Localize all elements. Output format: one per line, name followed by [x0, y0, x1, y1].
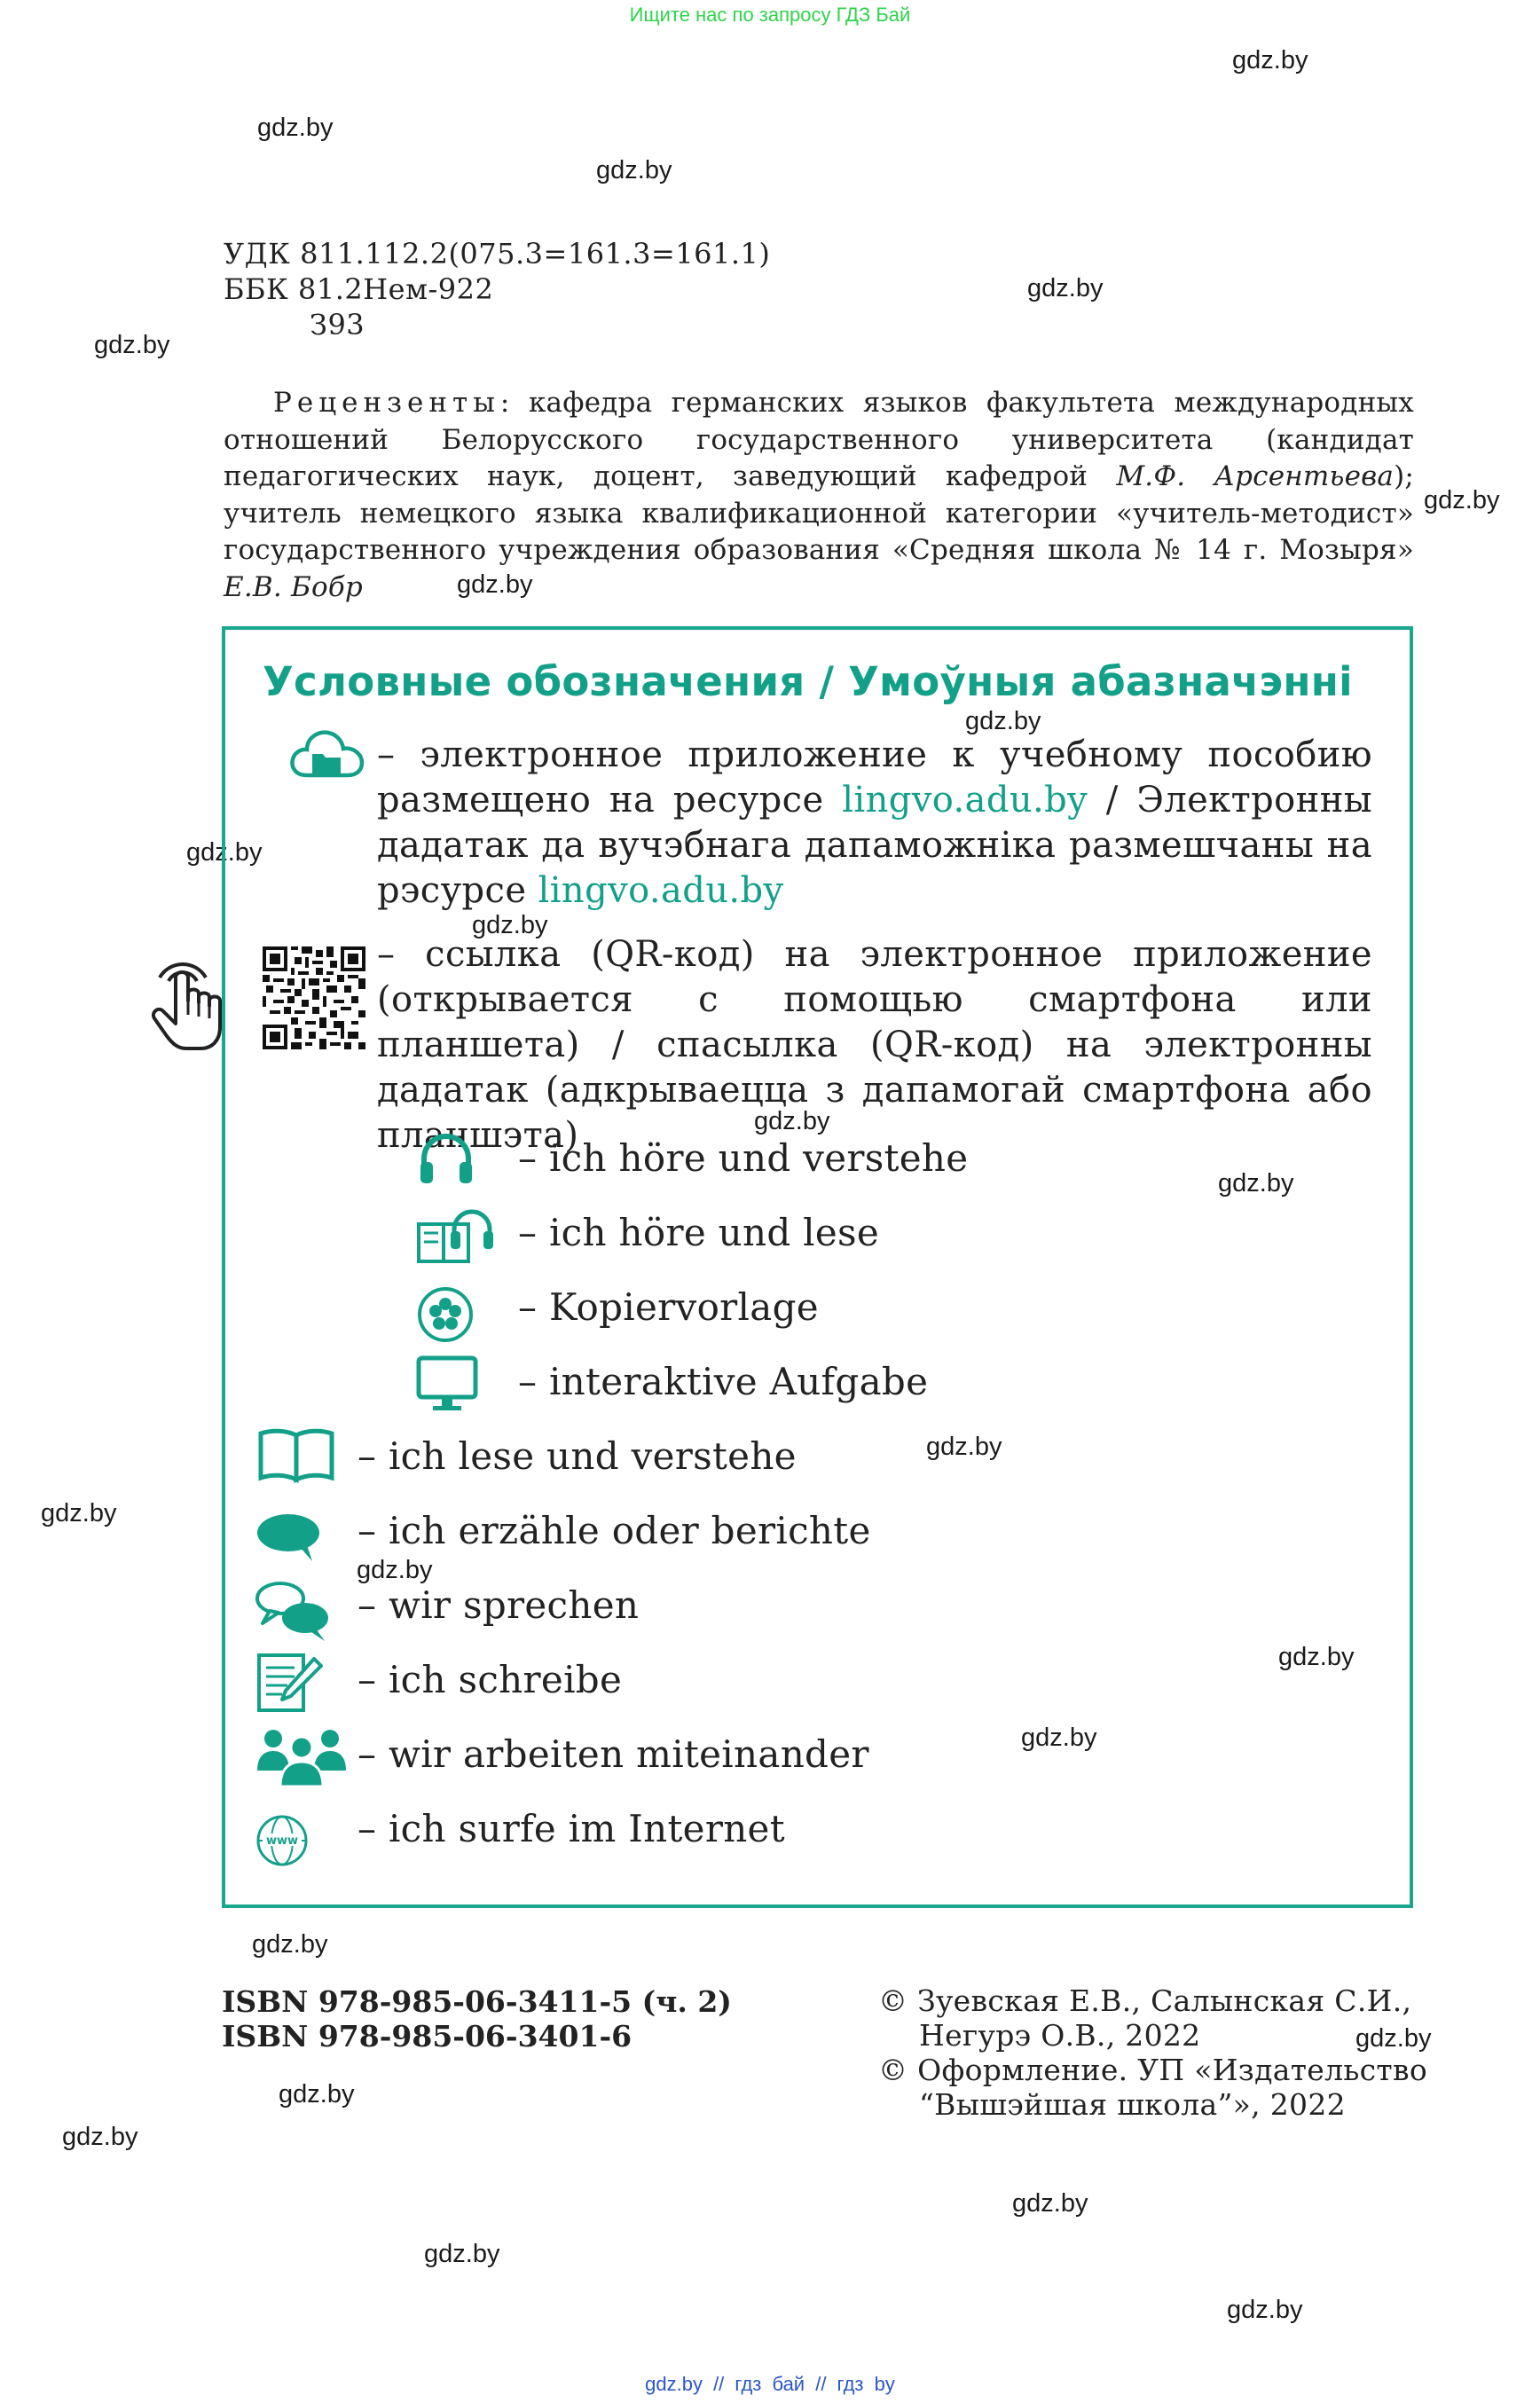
- legend-item-label: – Kopiervorlage: [518, 1285, 819, 1329]
- qr-link-text: – ссылка (QR-код) на электронное приложение (открывается с помощью смартфона или планшета) / спасылка (QR-код) на электронны дадатак (адкрываецца з дапамогай смартфона або планшэта): [377, 934, 1372, 1156]
- electronic-supplement-text: [377, 733, 1372, 914]
- legend-title: Условные обозначения / Умоўныя абазначэнні: [263, 658, 1353, 705]
- classification-block: [224, 236, 770, 342]
- legend-item-label: – interaktive Aufgabe: [518, 1360, 929, 1403]
- resource-link[interactable]: lingvo.adu.by: [538, 870, 784, 911]
- copyright-line: “Вышэйшая школа”», 2022: [919, 2087, 1346, 2122]
- watermark: gdz.by: [754, 1107, 830, 1135]
- resource-link[interactable]: lingvo.adu.by: [842, 780, 1088, 821]
- reviewer-name: Е.В. Бобр: [224, 570, 363, 603]
- watermark: gdz.by: [252, 1930, 328, 1959]
- svg-text:www: www: [265, 1834, 299, 1848]
- watermark: gdz.by: [1027, 274, 1104, 302]
- watermark: gdz.by: [257, 114, 334, 142]
- legend-item-label: – ich surfe im Internet: [358, 1807, 785, 1850]
- watermark: gdz.by: [1355, 2024, 1432, 2053]
- watermark: gdz.by: [472, 911, 548, 939]
- reviewers-label: Рецензенты: [273, 387, 500, 419]
- watermark: gdz.by: [926, 1433, 1002, 1461]
- watermark: gdz.by: [1424, 486, 1500, 514]
- book-headphones-icon: [415, 1205, 497, 1267]
- reviewers-paragraph: [224, 385, 1414, 606]
- watermark: gdz.by: [424, 2240, 500, 2268]
- legend-item-label: – ich erzähle oder berichte: [358, 1509, 871, 1552]
- legend-item-label: – ich schreibe: [358, 1658, 623, 1701]
- top-banner-link[interactable]: Ищите нас по запросу ГДЗ Бай: [629, 4, 911, 26]
- watermark: gdz.by: [94, 331, 170, 359]
- copyright-line: © Зуевская Е.В., Салынская С.И.,: [878, 1983, 1412, 2018]
- flower-icon: [417, 1286, 474, 1343]
- watermark: gdz.by: [965, 707, 1041, 735]
- reviewer-name: М.Ф. Арсентьева: [1116, 460, 1395, 492]
- author-code: З93: [310, 308, 365, 342]
- legend-item-label: – wir arbeiten miteinander: [358, 1732, 869, 1776]
- legend-item-label: – ich höre und verstehe: [518, 1136, 969, 1180]
- watermark: gdz.by: [1227, 2296, 1303, 2324]
- open-book-icon: [255, 1426, 337, 1483]
- udk-line: УДК 811.112.2(075.3=161.3=161.1): [224, 237, 771, 271]
- copyright-block: [878, 1983, 1427, 2122]
- watermark: gdz.by: [62, 2123, 138, 2151]
- isbn-line: ISBN 978-985-06-3401-6: [222, 2019, 632, 2054]
- monitor-icon: [415, 1355, 479, 1413]
- reviewers-text: ); учитель немецкого языка квалификационной категории «учитель-методист» государственного учреждения образования «Средняя школа № 14 г. Мозыря»: [224, 460, 1415, 566]
- electronic-text-by: / Электронны дадатак да вучэбнага дапаможніка размешчаны на рэсурсе: [377, 780, 1372, 911]
- watermark: gdz.by: [1232, 46, 1308, 75]
- watermark: gdz.by: [357, 1556, 433, 1584]
- cloud-folder-icon: [289, 727, 365, 781]
- dialog-bubbles-icon: [254, 1579, 334, 1643]
- legend-item-label: – ich lese und verstehe: [358, 1434, 797, 1478]
- tap-hand-icon: [147, 942, 229, 1057]
- speech-bubble-icon: [255, 1512, 323, 1563]
- watermark: gdz.by: [1012, 2189, 1088, 2218]
- watermark: gdz.by: [41, 1499, 117, 1527]
- copyright-line: © Оформление. УП «Издательство: [878, 2053, 1428, 2087]
- bottom-links[interactable]: gdz.by // гдз бай // гдз by: [645, 2373, 895, 2395]
- copyright-line: Негурэ О.В., 2022: [919, 2018, 1201, 2053]
- legend-item-label: – wir sprechen: [358, 1583, 640, 1627]
- isbn-line: ISBN 978-985-06-3411-5 (ч. 2): [222, 1984, 732, 2019]
- legend-item-label: – ich höre und lese: [518, 1211, 880, 1254]
- pencil-notepad-icon: [255, 1652, 325, 1714]
- qr-code-icon: [263, 946, 365, 1053]
- watermark: gdz.by: [186, 838, 263, 867]
- watermark: gdz.by: [279, 2080, 355, 2109]
- watermark: gdz.by: [1218, 1169, 1294, 1198]
- isbn-block: [222, 1984, 732, 2054]
- watermark: gdz.by: [1278, 1643, 1355, 1671]
- electronic-text: – электронное приложение к учебному пособию размещено на ресурсе: [377, 734, 1372, 821]
- headphones-icon: [417, 1130, 475, 1187]
- watermark: gdz.by: [596, 156, 672, 185]
- people-group-icon: [255, 1726, 348, 1788]
- watermark: gdz.by: [1021, 1724, 1097, 1752]
- www-globe-icon: [255, 1814, 309, 1867]
- watermark: gdz.by: [457, 570, 533, 599]
- reviewers-text: : кафедра германских языков факультета международных отношений Белорусского государственного университета (кандидат педагогических наук, доцент, заведующий кафедрой: [224, 387, 1414, 492]
- bbk-line: ББК 81.2Нем-922: [224, 272, 494, 306]
